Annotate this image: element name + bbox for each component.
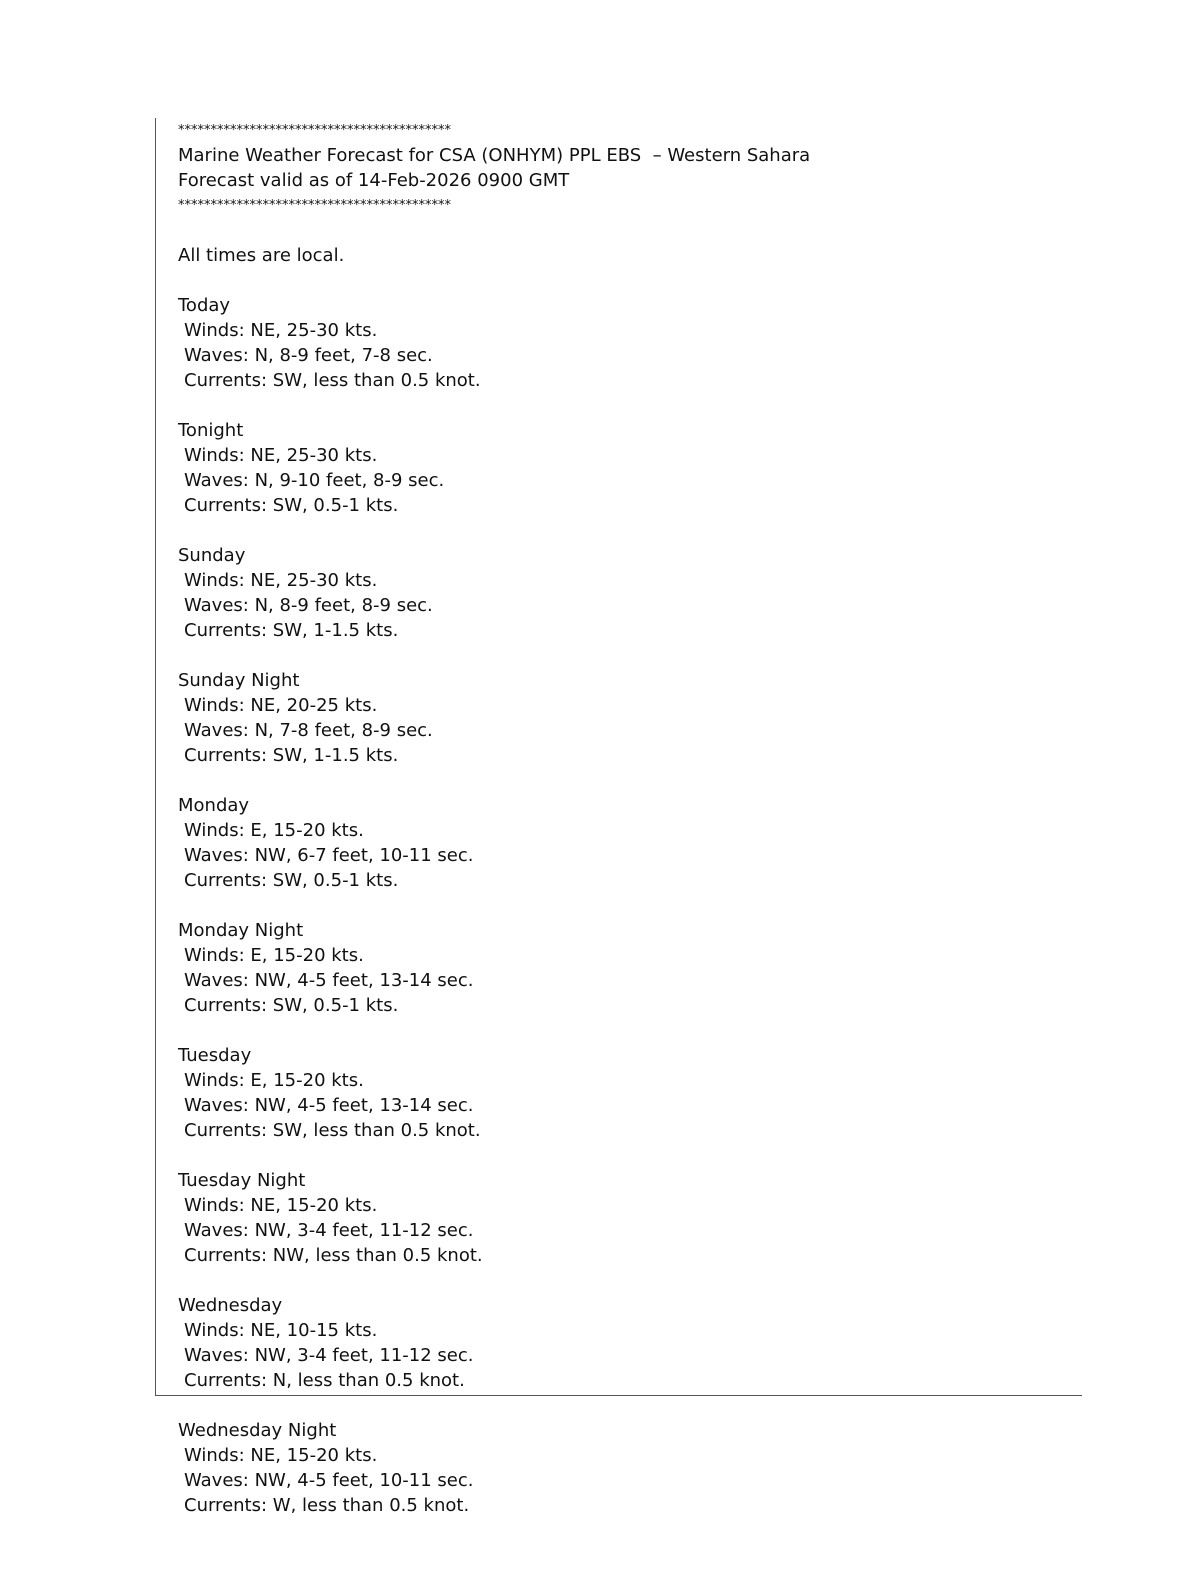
period-currents: Currents: SW, 0.5-1 kts. [184,495,399,516]
forecast-title: Marine Weather Forecast for CSA (ONHYM) PPL EBS – Western Sahara [178,145,811,166]
header-stars-bottom: ****************************************** [178,198,451,213]
header-stars-top: ****************************************** [178,123,451,138]
period-winds: Winds: E, 15-20 kts. [184,820,364,841]
period-currents: Currents: SW, 0.5-1 kts. [184,870,399,891]
period-winds: Winds: E, 15-20 kts. [184,1070,364,1091]
period-winds: Winds: NE, 15-20 kts. [184,1445,378,1466]
spacer [178,218,1058,243]
spacer [178,893,1058,918]
period-waves: Waves: N, 8-9 feet, 7-8 sec. [184,345,433,366]
period-winds: Winds: E, 15-20 kts. [184,945,364,966]
period-label: Today [178,295,231,316]
spacer [178,643,1058,668]
period-currents: Currents: SW, 1-1.5 kts. [184,620,399,641]
forecast-period [178,418,1058,518]
period-waves: Waves: NW, 3-4 feet, 11-12 sec. [184,1220,474,1241]
forecast-document [178,118,1058,1518]
spacer [178,518,1058,543]
forecast-period [178,918,1058,1018]
period-label: Wednesday [178,1295,283,1316]
period-currents: Currents: N, less than 0.5 knot. [184,1370,465,1391]
period-winds: Winds: NE, 20-25 kts. [184,695,378,716]
period-winds: Winds: NE, 25-30 kts. [184,445,378,466]
spacer [178,768,1058,793]
period-waves: Waves: NW, 4-5 feet, 13-14 sec. [184,970,474,991]
period-currents: Currents: NW, less than 0.5 knot. [184,1245,483,1266]
period-currents: Currents: W, less than 0.5 knot. [184,1495,470,1516]
forecast-period [178,793,1058,893]
period-label: Sunday [178,545,246,566]
spacer [178,1018,1058,1043]
period-waves: Waves: NW, 4-5 feet, 13-14 sec. [184,1095,474,1116]
spacer [178,1393,1058,1418]
spacer [178,268,1058,293]
forecast-period [178,1168,1058,1268]
period-winds: Winds: NE, 25-30 kts. [184,570,378,591]
period-currents: Currents: SW, less than 0.5 knot. [184,1120,481,1141]
forecast-period [178,293,1058,393]
spacer [178,1143,1058,1168]
period-label: Sunday Night [178,670,300,691]
period-waves: Waves: NW, 6-7 feet, 10-11 sec. [184,845,474,866]
period-currents: Currents: SW, 1-1.5 kts. [184,745,399,766]
period-label: Tuesday Night [178,1170,306,1191]
period-winds: Winds: NE, 25-30 kts. [184,320,378,341]
forecast-valid-time: Forecast valid as of 14-Feb-2026 0900 GMT [178,170,570,191]
period-waves: Waves: N, 8-9 feet, 8-9 sec. [184,595,433,616]
spacer [178,393,1058,418]
period-winds: Winds: NE, 10-15 kts. [184,1320,378,1341]
period-label: Monday [178,795,250,816]
forecast-period [178,1418,1058,1518]
forecast-period [178,1293,1058,1393]
forecast-period [178,668,1058,768]
period-label: Tonight [178,420,244,441]
period-waves: Waves: N, 7-8 feet, 8-9 sec. [184,720,433,741]
period-label: Monday Night [178,920,304,941]
frame-left-border [155,118,156,1396]
period-currents: Currents: SW, less than 0.5 knot. [184,370,481,391]
period-waves: Waves: NW, 3-4 feet, 11-12 sec. [184,1345,474,1366]
period-label: Wednesday Night [178,1420,337,1441]
period-waves: Waves: NW, 4-5 feet, 10-11 sec. [184,1470,474,1491]
period-label: Tuesday [178,1045,252,1066]
time-note: All times are local. [178,245,345,266]
forecast-period [178,1043,1058,1143]
period-currents: Currents: SW, 0.5-1 kts. [184,995,399,1016]
period-winds: Winds: NE, 15-20 kts. [184,1195,378,1216]
spacer [178,1268,1058,1293]
forecast-period [178,543,1058,643]
period-waves: Waves: N, 9-10 feet, 8-9 sec. [184,470,445,491]
